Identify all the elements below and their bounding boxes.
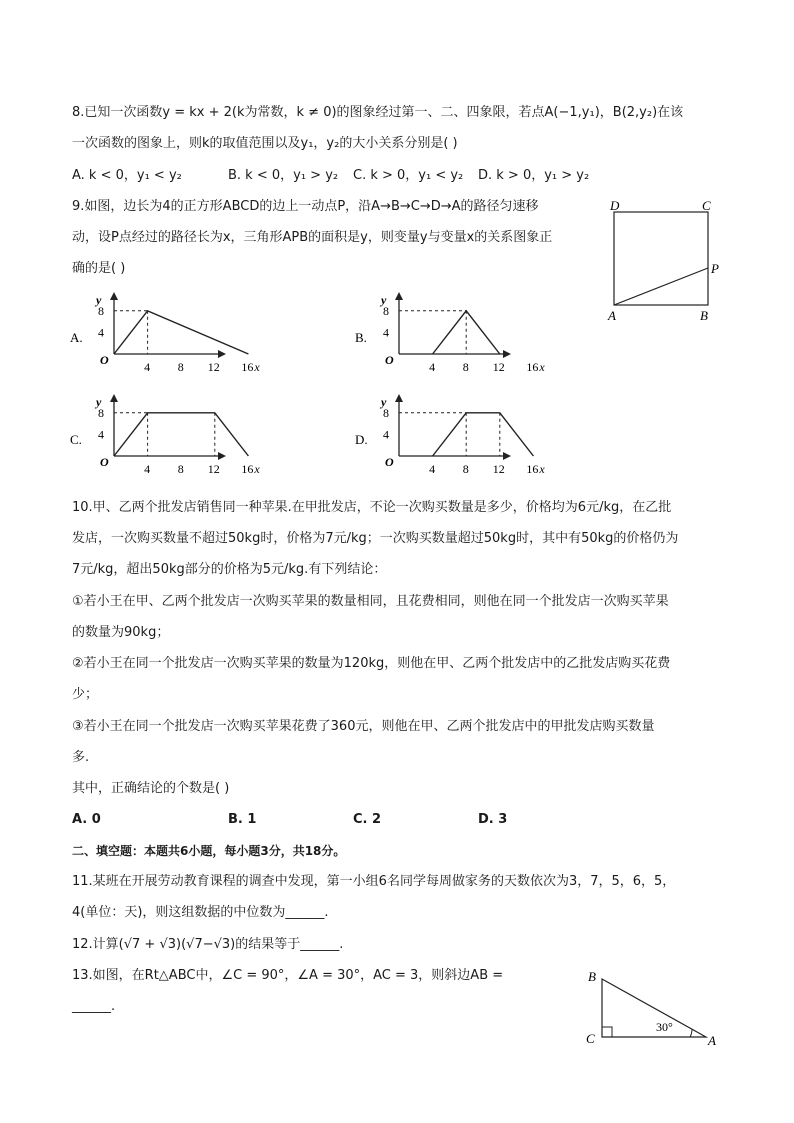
option-label: C. [70, 432, 82, 447]
q9-stem-line1: 9.如图，边长为4的正方形ABCD的边上一动点P，沿A→B→C→D→A的路径匀速移 [72, 199, 539, 214]
y-axis-arrow [395, 292, 403, 300]
option-label: D. [355, 432, 368, 447]
graph-line [433, 413, 534, 456]
y-axis-arrow [110, 394, 118, 402]
q10-option-d: D. 3 [478, 812, 508, 827]
q9-option-d-graph [355, 392, 545, 484]
y-axis-arrow [110, 292, 118, 300]
q10-statement3-line1: ③若小王在同一个批发店一次购买苹果花费了360元，则他在甲、乙两个批发店中的甲批发店购买数量 [72, 719, 655, 734]
q8-option-d: D. k > 0，y₁ > y₂ [478, 168, 590, 183]
x-tick-label: 4 [144, 462, 151, 476]
label-c: C [586, 1031, 595, 1046]
x-axis-arrow [503, 350, 511, 358]
q10-statement1-line2: 的数量为90kg； [72, 625, 170, 640]
q9-stem-line2: 动，设P点经过的路径长为x，三角形APB的面积是y，则变量y与变量x的关系图象正 [72, 230, 553, 245]
y-tick-label: 8 [98, 303, 104, 318]
x-tick-label: 4 [429, 462, 436, 476]
q12-stem: 12.计算(√7 + √3)(√7−√3)的结果等于______. [72, 937, 344, 952]
section-2-heading: 二、填空题：本题共6小题，每小题3分，共18分。 [72, 844, 346, 858]
option-label: B. [355, 330, 367, 345]
q10-statement2-line2: 少； [72, 687, 99, 702]
x-tick-label: 4 [429, 360, 436, 374]
x-tick-label: 8 [177, 462, 184, 476]
y-tick-label: 8 [98, 405, 104, 420]
y-tick-label: 4 [383, 427, 389, 442]
y-tick-label: 4 [98, 325, 104, 340]
angle-30-label: 30° [656, 1020, 673, 1034]
x-axis-label: x [254, 360, 260, 374]
right-triangle-figure [580, 965, 720, 1055]
label-a: A [708, 1033, 716, 1048]
x-tick-label: 16 [241, 462, 254, 476]
y-axis-label: y [381, 293, 387, 307]
q10-option-c: C. 2 [353, 812, 382, 827]
q10-stem-line2: 发店，一次购买数量不超过50kg时，价格为7元/kg；一次购买数量超过50kg时，其中有50kg的价格仍为 [72, 531, 679, 546]
origin-label: O [100, 455, 109, 469]
x-tick-label: 16 [526, 462, 539, 476]
q10-stem-line1: 10.甲、乙两个批发店销售同一种苹果.在甲批发店，不论一次购买数量是多少，价格均为6元/kg，在乙批 [72, 500, 672, 515]
x-axis-label: x [254, 462, 260, 476]
q10-option-a: A. 0 [72, 812, 101, 827]
q11-stem-line2: 4(单位：天)，则这组数据的中位数为______. [72, 905, 329, 920]
triangle-abc [602, 979, 706, 1037]
y-axis-label: y [96, 395, 102, 409]
graph-line [114, 413, 248, 456]
q10-statement1-line1: ①若小王在甲、乙两个批发店一次购买苹果的数量相同，且花费相同，则他在同一个批发店一次购买苹果 [72, 594, 669, 609]
x-tick-label: 8 [177, 360, 184, 374]
label-a: A [608, 308, 616, 323]
x-axis-label: x [539, 360, 545, 374]
y-tick-label: 4 [98, 427, 104, 442]
q13-stem-line1: 13.如图，在Rt△ABC中，∠C = 90°，∠A = 30°，AC = 3，则斜边AB = [72, 968, 504, 983]
x-axis-label: x [539, 462, 545, 476]
y-axis-label: y [96, 293, 102, 307]
angle-a-arc [690, 1029, 692, 1037]
q8-option-b: B. k < 0，y₁ > y₂ [228, 168, 339, 183]
x-tick-label: 16 [241, 360, 254, 374]
square-outline [614, 212, 708, 305]
origin-label: O [100, 353, 109, 367]
q10-statement3-line2: 多. [72, 750, 90, 765]
q10-question: 其中，正确结论的个数是( ) [72, 781, 230, 796]
q10-statement2-line1: ②若小王在同一个批发店一次购买苹果的数量为120kg，则他在甲、乙两个批发店中的乙批发店购买花费 [72, 656, 671, 671]
q11-stem-line1: 11.某班在开展劳动教育课程的调查中发现，第一小组6名同学每周做家务的天数依次为3，7，5，6，5， [72, 874, 676, 889]
label-d: D [610, 198, 620, 213]
x-tick-label: 12 [492, 360, 505, 374]
q9-option-b-graph [355, 290, 545, 382]
right-angle-mark [602, 1027, 612, 1037]
origin-label: O [385, 455, 394, 469]
label-c: C [702, 198, 711, 213]
q9-option-c-graph [70, 392, 260, 484]
x-tick-label: 8 [462, 462, 469, 476]
q8-option-c: C. k > 0，y₁ < y₂ [353, 168, 464, 183]
x-axis-arrow [218, 350, 226, 358]
x-tick-label: 4 [144, 360, 151, 374]
x-tick-label: 12 [207, 360, 220, 374]
q9-stem-line3: 确的是( ) [72, 261, 126, 276]
q8-option-a: A. k < 0，y₁ < y₂ [72, 168, 182, 183]
square-abcd-figure [600, 196, 730, 326]
q10-option-b: B. 1 [228, 812, 257, 827]
y-axis-label: y [381, 395, 387, 409]
q8-stem-line2: 一次函数的图象上，则k的取值范围以及y₁，y₂的大小关系分别是( ) [72, 136, 458, 151]
q9-option-a-graph [70, 290, 260, 382]
option-label: A. [70, 330, 83, 345]
x-axis-arrow [503, 452, 511, 460]
x-tick-label: 8 [462, 360, 469, 374]
segment-ap [614, 268, 708, 305]
x-tick-label: 12 [492, 462, 505, 476]
label-p: P [711, 261, 719, 276]
x-axis-arrow [218, 452, 226, 460]
y-tick-label: 4 [383, 325, 389, 340]
x-tick-label: 12 [207, 462, 220, 476]
graph-line [114, 311, 248, 354]
origin-label: O [385, 353, 394, 367]
label-b: B [700, 308, 708, 323]
y-tick-label: 8 [383, 405, 389, 420]
q13-stem-line2: ______. [72, 999, 116, 1014]
y-axis-arrow [395, 394, 403, 402]
q10-stem-line3: 7元/kg，超出50kg部分的价格为5元/kg.有下列结论： [72, 562, 387, 577]
y-tick-label: 8 [383, 303, 389, 318]
q8-stem-line1: 8.已知一次函数y = kx + 2(k为常数，k ≠ 0)的图象经过第一、二、四象限，若点A(−1,y₁)，B(2,y₂)在该 [72, 105, 684, 120]
label-b: B [588, 969, 596, 984]
x-tick-label: 16 [526, 360, 539, 374]
